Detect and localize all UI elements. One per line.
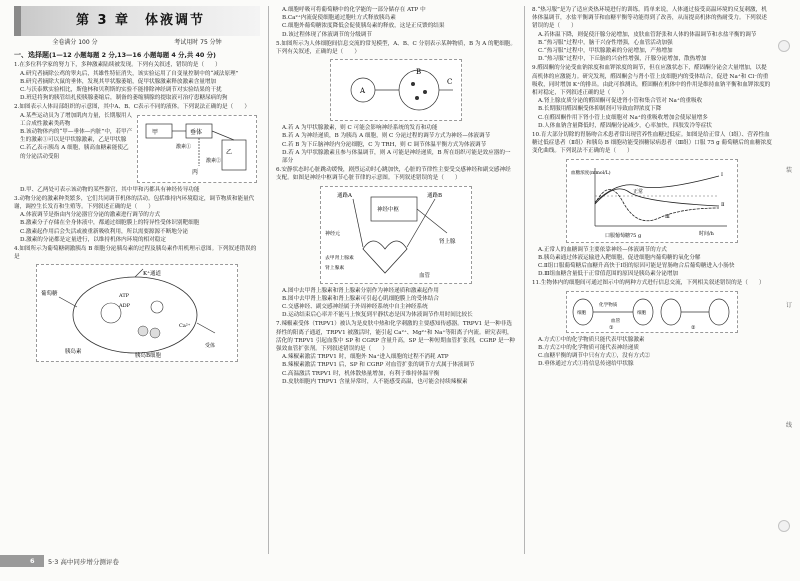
figure-heart-regulation [320,186,472,284]
svg-text:通路B: 通路B [427,192,443,199]
endocrine-axis-diagram [140,118,254,180]
book-title: 5·3 高中同步增分测评卷 [48,558,119,566]
svg-text:神经元: 神经元 [325,230,341,237]
binder-char-2: 订 [785,302,792,309]
svg-text:激素②: 激素② [206,157,222,164]
svg-text:Ⅰ: Ⅰ [721,171,723,178]
svg-text:甲: 甲 [152,128,159,136]
svg-text:血管: 血管 [611,318,621,324]
chapter-banner [14,6,260,36]
exam-meta [14,39,260,47]
svg-text:通路A: 通路A [337,192,352,199]
binder-char-1: 装 [785,167,792,174]
svg-text:Ⅲ: Ⅲ [665,213,670,220]
svg-text:正常: 正常 [633,188,644,195]
blood-glucose-chart [569,162,735,240]
question-9: 9.醛固酮的分泌受血钠浓度和血钾浓度的调节，但在应激状态下，醛固酮分泌会大量增加，以提高机体的应激能力。研究发现，醛固酮会与肾小管上皮细胞内的受体结合，促进 Na⁺和 Cl⁻的重吸收，同时增加 K⁺的排出。由此可推测出，醛固酮在机体中的作用是维持血钠平衡和血钾浓度的相对稳定，下列叙述正确的是（ ） A.肾上腺皮质分泌的醛固酮可促进肾小管和集合管对 Na⁺的重吸收 B.长期服用醛固酮受体抑制剂可导致血钾浓度下降 C.在醛固酮作用下肾小管上皮细胞对 Na⁺的重吸收增加会使尿量增多 D.人体血钠含量降低时，醛固酮分泌减少，心率加快，四肢发冷等症状 [532,65,771,129]
question-7: 7.辣椒素受体（TRPV1）被认为是皮肤中热和化学刺激的主要感知传感器。TRPV1 是一种非选择性的阳离子通道，TRPV1 被激活时，能引起 Ca²⁺、Mg²⁺和 Na⁺等阳离子内流。研究表明，活化的 TRPV1 引起血浆中 SP 和 CGRP 含量升高，SP 是一种短期血管扩张剂，CGRP 是一种强效血管扩张剂。下列叙述错误的是（ ） A.辣椒素激活 TRPV1 时，细胞外 Na⁺进入细胞的过程不消耗 ATP B.辣椒素激活 TRPV1 后，SP 和 CGRP 对血管扩张的调节方式属于体液调节 C.高温激活 TRPV1 时，机体散热量增加，有利于维持体温平衡 D.皮肤细胞内 TRPV1 含量异常时，人不能感受高温，也可能会持续辣椒素 [276,321,515,385]
question-1: 1.在多位科学家的努力下，多种激素陆续被发现。下列有关叙述，错误的是（ ） A.研究者摘除公鸡的睾丸后，其雄性特征消失，该实验运用了自变量控制中的“减法原理” B.研究者摘除大鼠的垂体，发现其甲状腺萎缩，促甲状腺激素释放激素含量增加 C.与沃泰默实验相比，斯他林和贝利斯的实验不能排除神经调节对实验结果的干扰 D.班廷将狗的胰管结扎使胰腺萎缩后，制备的萎缩胰腺的提取液可治疗患糖尿病的狗 [14,62,239,102]
svg-text:细胞: 细胞 [577,310,587,316]
svg-text:胰岛素: 胰岛素 [65,349,82,356]
chapter-title: 第 3 章 体液调节 [75,12,206,28]
question-3: 3.动物分泌的激素种类繁多，它们共同调节机体的活动。包括维持内环境稳定，调节物质和能量代谢，调控生长发育和生殖等。下列叙述正确的是（ ） A.体液调节是指由内分泌器官分泌的激素进行调节的方式 B.激素分子存储在全身体液中，都通过细胞膜上的特异性受体识别靶细胞 C.激素起作用后会失活或被重新吸收利用，所以需要源源不断地分泌 D.激素的分泌都是定量进行，以维持机体内环境的相对稳定 [14,195,255,243]
svg-text:肾上腺素: 肾上腺素 [325,265,345,271]
svg-text:肾上腺: 肾上腺 [439,238,456,245]
page-number: 6 [30,557,35,565]
svg-text:葡萄糖: 葡萄糖 [41,291,58,298]
svg-text:激素①: 激素① [176,143,192,150]
binder-hole [778,520,790,532]
svg-text:胰岛B细胞: 胰岛B细胞 [135,353,162,360]
question-4: 4.如图所示为葡萄糖刺激胰岛 B 细胞分泌胰岛素的过程及胰岛素作用机理示意图。下列叙述错误的是 葡萄糖 K⁺通道 ATP ADP Ca²⁺ 胰岛素 胰岛B细胞 受体 [14,245,260,362]
svg-text:①: ① [609,324,614,330]
heart-regulation-diagram [323,189,469,281]
svg-text:C: C [447,78,453,87]
figure-blood-glucose [566,159,738,243]
svg-text:Ⅱ: Ⅱ [721,201,725,208]
question-10: 10.育大部分切除的胃肠吻合术患者常出现营养性血糖过低症。如图是给正常人（Ⅰ组）、营养性血糖过低症患者（Ⅱ组）和胰岛 B 细胞功能受损糖尿病患者（Ⅲ组）口服 75 g 葡萄糖后的血糖浓度变化曲线。下列说法不正确的是（ ） 血糖浓度(mmol/L) 时间/h Ⅰ Ⅱ Ⅲ 口服葡萄糖75 g 正常 A.正常人的血糖调节主要依靠神经—体液调节的方式 B.胰岛素通过体液运输进入靶细胞，促进细胞内葡萄糖的氧化分解 C.Ⅱ组口服葡萄糖后血糖升高快于Ⅰ组的原因可能是胃肠吻合后葡萄糖进入小肠快 D.Ⅲ组血糖含量低于正常值范围的原因是胰岛素分泌增加 [532,132,772,278]
svg-text:K⁺通道: K⁺通道 [143,271,162,278]
svg-text:Ca²⁺: Ca²⁺ [179,323,191,330]
figure-cell-communication [566,291,738,333]
binder-hole [778,40,790,52]
svg-text:ADP: ADP [119,303,130,310]
svg-text:A: A [360,87,366,96]
svg-text:乙: 乙 [226,148,233,156]
svg-text:垂体: 垂体 [190,128,203,136]
binder-char-3: 线 [785,422,792,429]
svg-text:化学物质: 化学物质 [599,302,618,308]
time-limit: 考试用时 75 分钟 [174,39,222,46]
svg-text:去甲肾上腺素: 去甲肾上腺素 [325,255,354,261]
page-footer [0,555,800,571]
column-divider-1 [268,6,269,554]
figure-cell-signaling [330,59,462,121]
question-4-options: A.细胞呼吸可将葡萄糖中的化学能的一部分储存在 ATP 中 B.Ca²⁺内流促使细胞通过胞吐方式释放胰岛素 C.细胞外葡萄糖浓度降低会促使胰岛素的释放，这是正反馈的结果 D.该过程体现了体液调节的分级调节 [282,7,445,38]
figure-insulin-secretion [36,264,238,362]
svg-text:血糖浓度(mmol/L): 血糖浓度(mmol/L) [571,170,611,176]
cell-signaling-diagram [333,62,459,118]
svg-text:血管: 血管 [419,272,431,279]
insulin-cell-diagram [39,267,235,359]
svg-text:时间/h: 时间/h [699,230,714,237]
full-score: 全卷满分 100 分 [52,39,98,46]
question-11: 11.生物体内的细胞间可通过图示中的两种方式进行信息交流，下列相关叙述错误的是（ ） 细胞 化学物质 血管 细胞 ① ② A.方式①中的化学物质只能代表甲状腺激素 B.方式②中的化学物质可能代表神经递质 C.血糖平衡的调节中只有方式①，没有方式② D.垂体通过方式①将信息传递给甲状腺 [532,280,765,368]
column-3 [532,6,772,369]
figure-endocrine-axis [137,115,257,183]
footer-bar [0,555,44,567]
column-1 [14,6,260,365]
svg-text:丙: 丙 [192,168,199,176]
question-5: 5.如图所示为人体细胞间信息交流的常见模型，A、B、C 分别表示某种物质，B 为 A 的靶细胞。下列有关叙述，正确的是（ ） A B C A.若 A 为甲状腺激素，则 C 可能会影响神经系统的发育和功能 B.若 A 为神经递质，B 为胰岛 A 细胞，则 C 分泌过程的调节方式为神经—体液调节 C.若 B 为下丘脑神经内分泌细胞，C 为 TRH，则 C 调节体温平衡方式为体液调节 D.若 A 为甲状腺激素且参与体温调节，则 A 可能是神经递质，B 所在组织可能是效应器的一部分 [276,40,516,165]
svg-text:②: ② [691,324,696,330]
question-6: 6.安静状态时心脏跳动缓慢，剧烈运动时心跳加快，心脏的节律性主要受交感神经和副交感神经支配。如图是神经中枢调节心脏节律的示意图。下列叙述错误的是（ ） 通路A 通路B 神经中枢 神经元 肾上腺 血管 去甲肾上腺素 肾上腺素 A.图中去甲肾上腺素和肾上腺素分别作为神经递质和激素起作用 B.图中去甲肾上腺素和肾上腺素可引起心肌细胞膜上的受体结合 C.交感神经、副交感神经属于外周神经系统中自主神经系统 D.运动结束后心率并不能马上恢复到平静状态是因为体液调节作用时间比较长 [276,167,511,319]
question-8: 8.“热习服”是为了适应炎热环境进行的训练。简单来说，人体通过接受高温环境的反复刺激，机体体温调节，水盐平衡调节和血糖平衡等功能得到了改善，从而提高机体的热耐受力。下列叙述错误的是（ ） A.若体温下降，则促使汗腺分泌增加，皮肤血管舒张和人体的体温调节和水盐平衡的调节 B.“热习服”过程中，脑干兴奋性增强，心血管活动加强 C.“热习服”过程中，甲状腺激素的分泌增加，产热增加 D.“热习服”过程中，下丘脑的兴奋性增强，汗腺分泌增加，散热增加 [532,7,767,63]
svg-text:神经中枢: 神经中枢 [377,206,400,213]
svg-text:细胞: 细胞 [637,310,647,316]
question-2: 2.如图表示人体局部组织的示意图，其中A、B、C表示不同的液体。下列说法正确的是（ ） A.某些运动员为了增加肌肉力量，长期服用人工合成性激素类药物 B.该动物体内的“甲—垂体—内脏”中，若甲产生的激素①可以是甲状腺激素，乙是甲状腺 C.若乙表示胰岛 A 细胞，胰高血糖素能使乙的分泌活动受阻 甲 垂体 激素① 乙 丙 激素② D.甲、乙两处可表示该动物的某些器官，其中甲和丙都具有神经传导功能 [14,103,260,193]
svg-text:口服葡萄糖75 g: 口服葡萄糖75 g [605,232,642,239]
section-title: 一、选择题(1—12 小题每题 2 分,13—16 小题每题 4 分,共 40 分) [14,51,216,60]
cell-communication-diagram [569,294,735,330]
column-2 [276,6,516,387]
svg-text:ATP: ATP [119,293,130,300]
svg-text:B: B [416,68,422,77]
column-divider-2 [524,6,525,554]
svg-text:受体: 受体 [205,343,216,350]
